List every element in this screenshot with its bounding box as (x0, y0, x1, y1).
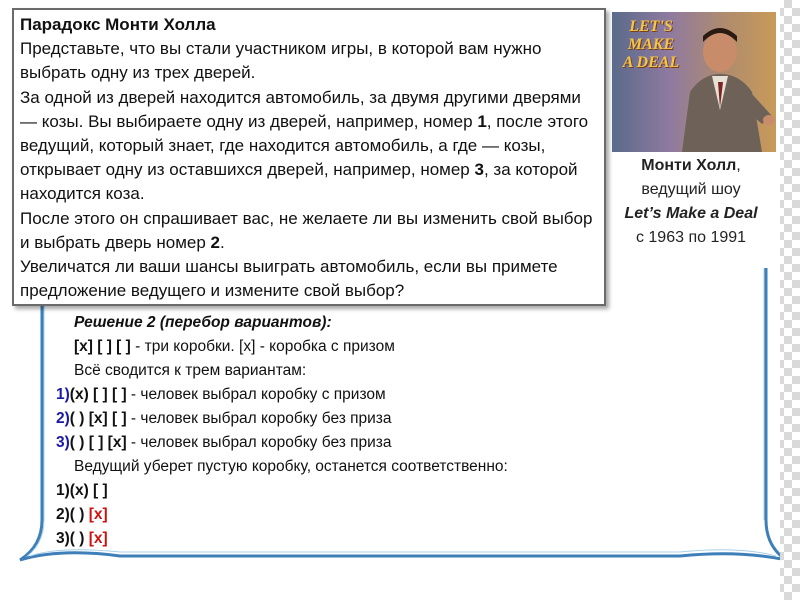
problem-title: Парадокс Монти Холла (20, 15, 216, 34)
reduce-line: Всё сводится к трем вариантам: (74, 362, 307, 379)
result-line (56, 506, 108, 524)
host-line: Ведущий уберет пустую коробку, останется соответственно: (74, 458, 508, 475)
door-number: 1 (477, 111, 487, 131)
result-code: (x) [ ] (69, 482, 108, 499)
result-red-code: [x] (88, 530, 108, 547)
photo-caption (606, 154, 776, 250)
door-number: 3 (474, 160, 484, 180)
monty-hall-photo (612, 12, 776, 152)
problem-text: . (220, 232, 225, 252)
problem-text: После этого он спрашивает вас, не желаете ли вы изменить свой выбор и выбрать дверь номер (20, 208, 593, 252)
variant-line (56, 386, 386, 404)
result-line (56, 530, 108, 548)
problem-paragraph-3 (20, 207, 598, 255)
solution-heading: Решение 2 (перебор вариантов): (74, 314, 332, 331)
host-name-line (606, 154, 776, 178)
problem-box (12, 8, 606, 306)
variant-text: - человек выбрал коробку без приза (126, 410, 392, 427)
problem-paragraph-1: Представьте, что вы стали участником игры, в которой вам нужно выбрать одну из трех дверей. (20, 39, 542, 83)
variant-number: 3) (56, 434, 70, 451)
problem-text: , после этого ведущий, который знает, где находится автомобиль, а где — козы, открывает одну из оставшихся дверей, например, номер (20, 111, 589, 180)
show-logo: LET'S MAKE A DEAL (622, 18, 680, 71)
host-name: Монти Холл (641, 157, 737, 174)
show-name: Let’s Make a Deal (624, 205, 758, 222)
variant-number: 2) (56, 410, 70, 427)
show-years: с 1963 по 1991 (635, 229, 747, 246)
variant-line (56, 410, 392, 428)
result-code: ( ) (69, 530, 89, 547)
boxes-line (74, 338, 395, 356)
problem-text: , за которой находится коза. (20, 160, 578, 204)
variant-number: 1) (56, 386, 70, 403)
boxes-text: - три коробки. [x] - коробка с призом (130, 338, 395, 355)
result-number: 2) (56, 506, 70, 523)
host-figure (612, 12, 776, 152)
variant-text: - человек выбрал коробку без приза (126, 434, 392, 451)
result-code: ( ) (69, 506, 89, 523)
boxes-code: [x] [ ] [ ] (74, 338, 131, 355)
variant-code: ( ) [x] [ ] (69, 410, 127, 427)
variant-code: ( ) [ ] [x] (69, 434, 127, 451)
host-role: ведущий шоу (641, 181, 741, 198)
result-line (56, 482, 108, 500)
result-red-code: [x] (88, 506, 108, 523)
problem-text: За одной из дверей находится автомобиль, за двумя другими дверями — козы. Вы выбираете одну из дверей, например, номер (20, 87, 581, 131)
variant-code: (x) [ ] [ ] (69, 386, 127, 403)
result-number: 3) (56, 530, 70, 547)
result-number: 1) (56, 482, 70, 499)
variant-text: - человек выбрал коробку с призом (126, 386, 386, 403)
problem-question: Увеличатся ли ваши шансы выиграть автомобиль, если вы примете предложение ведущего и измените свой выбор? (20, 257, 558, 301)
variant-line (56, 434, 392, 452)
caption-comma: , (736, 157, 741, 174)
problem-paragraph-2 (20, 86, 598, 207)
door-number: 2 (210, 232, 220, 252)
